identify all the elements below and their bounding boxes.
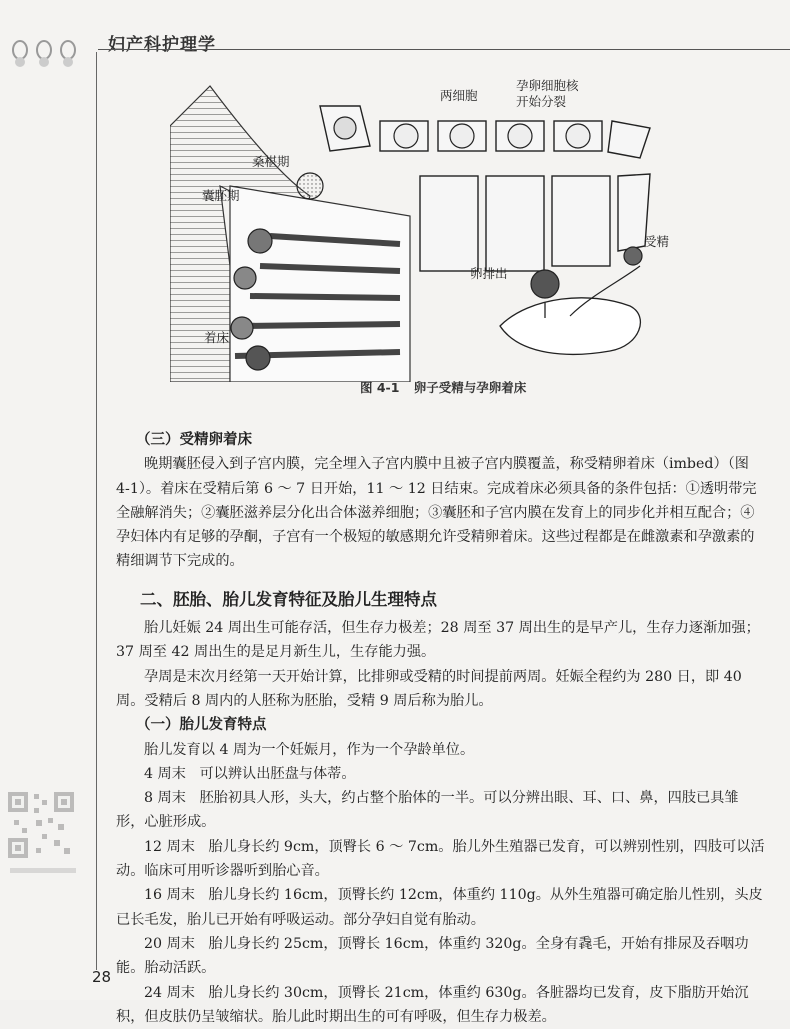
stage-4-weeks: [116, 762, 766, 786]
label-fertilization: 受精: [644, 234, 670, 249]
tube-lower-cells: [420, 174, 650, 271]
stage-week: 12 周末: [144, 838, 195, 855]
heading-fetal-development: （一）胎儿发育特点: [136, 717, 267, 734]
stage-text: 胎儿身长约 16cm，顶臀长约 12cm，体重约 110g。从外生殖器可确定胎儿性别，头皮已长毛发，胎儿已开始有呼吸运动。部分孕妇自觉有胎动。: [116, 887, 763, 928]
header-rule: [98, 49, 790, 50]
stage-week: 8 周末: [144, 790, 186, 807]
stage-24-weeks: [116, 981, 766, 1029]
stage-text: 胎儿身长约 25cm，顶臀长 16cm，体重约 320g。全身有毳毛，开始有排尿及吞咽功能。胎动活跃。: [116, 935, 749, 977]
label-pronucleus-1: 孕卵细胞核: [516, 78, 579, 93]
header-title: 妇产科护理学: [108, 35, 216, 55]
paragraph-gestational-weeks: 孕周是末次月经第一天开始计算，比排卵或受精的时间提前两周。妊娠全程约为 280 日，即 40 周。受精后 8 周内的人胚称为胚胎，受精 9 周后称为胎儿。: [116, 668, 742, 709]
stage-week: 4 周末: [144, 765, 186, 782]
page-number: 28: [92, 968, 112, 986]
stage-12-weeks: [116, 835, 766, 884]
paragraph-survival: 胎儿妊娠 24 周出生可能存活，但生存力极差；28 周至 37 周出生的是早产儿，生存力逐渐加强；37 周至 42 周出生的是足月新生儿，生存能力强。: [116, 620, 760, 661]
figure-caption-number: 图 4-1: [360, 380, 400, 395]
figure-caption-text: 卵子受精与孕卵着床: [413, 380, 527, 395]
heading-section-2: 二、胚胎、胎儿发育特征及胎儿生理特点: [140, 589, 437, 609]
stage-8-weeks: [116, 786, 766, 835]
stage-20-weeks: [116, 932, 766, 981]
ovary: [500, 298, 640, 355]
stage-week: 24 周末: [144, 984, 195, 1001]
label-ovulation: 卵排出: [470, 266, 508, 281]
paragraph-pregnancy-month: 胎儿发育以 4 周为一个妊娠月，作为一个孕龄单位。: [144, 741, 475, 758]
label-implantation: 着床: [204, 330, 230, 345]
paragraph-implantation: 晚期囊胚侵入到子宫内膜，完全埋入子宫内膜中且被子宫内膜覆盖，称受精卵着床（imbed）（图 4-1）。着床在受精后第 6 ～ 7 日开始，11 ～ 12 日结束。完成着床必须具备的条件包括：①透明带完全融解消失；②囊胚滋养层分化出合体滋养细胞；③囊胚和子宫内膜在发育上的同步化并相互配合；④孕妇体内有足够的孕酮，子宫有一个极短的敏感期允许受精卵着床。这些过程都是在雌激素和孕激素的精细调节下完成的。: [116, 456, 757, 570]
label-morula: 桑椹期: [252, 154, 290, 169]
tube-upper-cells: [320, 106, 650, 158]
label-blastocyst: 囊胚期: [202, 188, 240, 203]
stage-text: 可以辨认出胚盘与体蒂。: [199, 765, 356, 782]
margin-rule: [96, 52, 97, 970]
body-text: [116, 428, 766, 1029]
heading-implantation: （三）受精卵着床: [136, 432, 252, 448]
stage-week: 16 周末: [144, 887, 195, 904]
stage-text: 胎儿身长约 9cm，顶臀长 6 ～ 7cm。胎儿外生殖器已发育，可以辨别性别，四肢可以活动。临床可用听诊器听到胎心音。: [116, 838, 765, 880]
qr-caption-bleedthrough: [10, 868, 76, 873]
stage-16-weeks: [116, 883, 766, 932]
page-header: [96, 22, 790, 55]
label-two-cell: 两细胞: [440, 88, 478, 103]
spiral-binding: [0, 28, 90, 78]
fertilization-implantation-diagram: [170, 66, 670, 382]
figure-caption: [360, 378, 526, 396]
stage-text: 胚胎初具人形，头大，约占整个胎体的一半。可以分辨出眼、耳、口、鼻，四肢已具雏形，心脏形成。: [116, 790, 739, 831]
label-pronucleus-2: 开始分裂: [516, 94, 567, 109]
stage-week: 20 周末: [144, 935, 195, 952]
stage-text: 胎儿身长约 30cm，顶臀长 21cm，体重约 630g。各脏器均已发育，皮下脂肪开始沉积，但皮肤仍呈皱缩状。胎儿此时期出生的可有呼吸，但生存力极差。: [116, 984, 749, 1025]
qr-code-bleedthrough: [6, 790, 76, 860]
